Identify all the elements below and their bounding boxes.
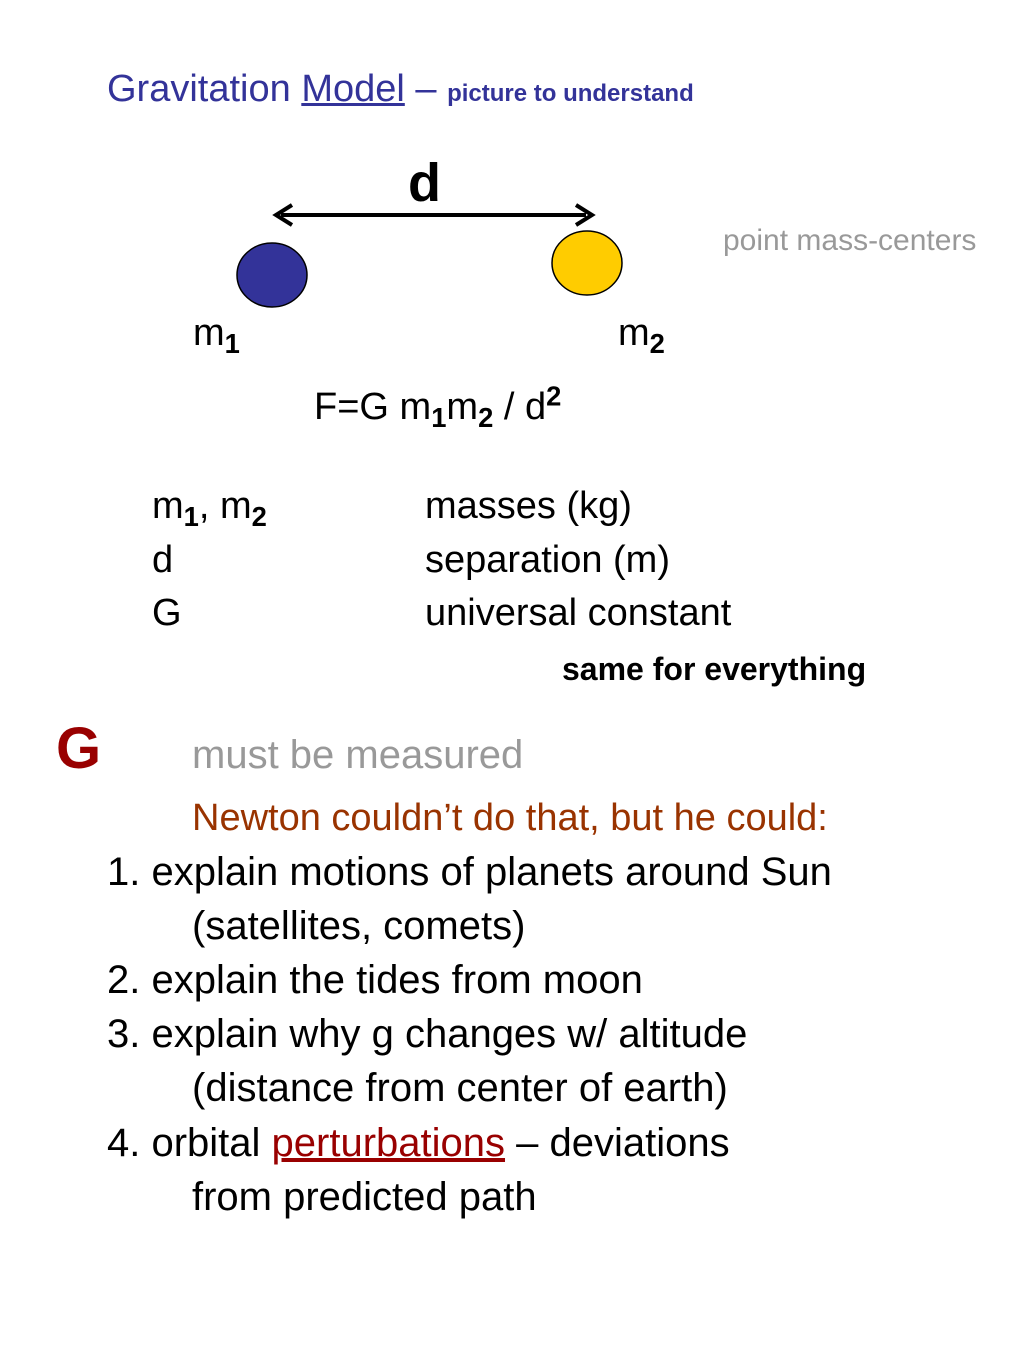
distance-label: d bbox=[408, 153, 441, 213]
list-item-2: 2. explain the tides from moon bbox=[107, 958, 643, 1002]
mass-1-circle bbox=[237, 243, 307, 307]
definition-symbol-masses: $m_1$, $m_2$ bbox=[152, 485, 267, 533]
definition-desc-constant: universal constant bbox=[425, 592, 732, 634]
gravitation-diagram bbox=[0, 0, 1024, 400]
page-title: Gravitation Model – picture to understand bbox=[107, 68, 694, 110]
list-item-3: 3. explain why g changes w/ altitude bbox=[107, 1012, 748, 1056]
mass-2-label: $m_2$ bbox=[618, 312, 665, 360]
list-item-4: 4. orbital perturbations – deviations bbox=[107, 1121, 730, 1165]
list-item-1-continuation: (satellites, comets) bbox=[192, 904, 526, 948]
list-item-1: 1. explain motions of planets around Sun bbox=[107, 850, 832, 894]
point-mass-annotation: point mass-centers bbox=[723, 224, 977, 257]
gravitation-formula: F=G $m_1m_2 / d^2$ bbox=[314, 380, 562, 434]
perturbations-link[interactable]: perturbations bbox=[271, 1121, 506, 1165]
mass-2-circle bbox=[552, 231, 622, 295]
definition-symbol-separation: d bbox=[152, 539, 174, 581]
list-item-4-continuation: from predicted path bbox=[192, 1175, 537, 1219]
newton-text: Newton couldn’t do that, but he could: bbox=[192, 797, 828, 839]
mass-1-label: $m_1$ bbox=[193, 312, 240, 360]
must-be-measured-text: must be measured bbox=[192, 733, 524, 777]
same-for-everything-note: same for everything bbox=[562, 651, 867, 687]
definition-desc-masses: masses (kg) bbox=[425, 485, 632, 527]
definition-desc-separation: separation (m) bbox=[425, 539, 670, 581]
title-subtitle: picture to understand bbox=[447, 80, 694, 107]
g-symbol: G bbox=[56, 716, 102, 781]
title-model: Model bbox=[301, 68, 405, 110]
list-item-3-continuation: (distance from center of earth) bbox=[192, 1066, 728, 1110]
definition-symbol-constant: G bbox=[152, 592, 182, 634]
